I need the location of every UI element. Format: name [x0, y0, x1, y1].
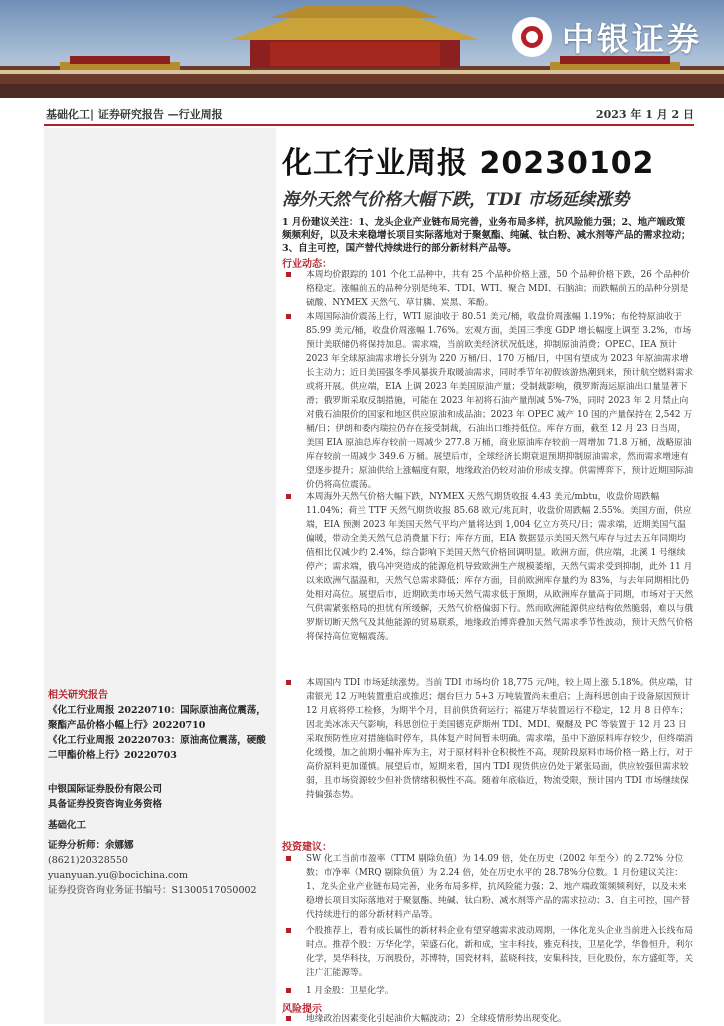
analyst-name: 证券分析师：余娜娜 [48, 840, 134, 851]
bullet-square-icon [286, 1016, 291, 1021]
list-item: 本周均价跟踪的 101 个化工品种中，共有 25 个品种价格上涨，50 个品种价格下跌，26 个品种价格稳定。涨幅前五的品种分别是纯苯、TDI、WTI、聚合 MDI、石脑油；而跌幅前五的品种分别是硫酸、NYMEX 天然气、草甘膦、炭黑、苯酚。 [282, 268, 694, 310]
section-dynamics: 行业动态： [282, 259, 332, 270]
list-item: 个股推荐上，看有成长属性的新材料企业有望穿越需求波动周期，一体化龙头企业当前进入长线布局时点。推荐个股：万华化学，荣盛石化，新和成，宝丰科技，雅克科技，卫星化学，华鲁恒升，利尔化学，昊华科技，万润股份，苏博特，国瓷材料，蓝晓科技，安集科技，巨化股份，东方盛虹等，关注广汇能源等。 [282, 924, 694, 980]
related-heading: 相关研究报告 [48, 690, 108, 701]
list-item: SW 化工当前市盈率（TTM 剔除负值）为 14.09 倍，处在历史（2002 年至今）的 2.72% 分位数；市净率（MRQ 剔除负值）为 2.24 倍，处在历史水平的 28.78%分位数。1 月份建议关注：1、龙头企业产业链布局完善，业务布局多样，抗风险能力强；2、地产端政策频频利好，以及未来稳增长项目实际落地对于聚氨酯、纯碱、钛白粉、减水剂等产品的需求拉动；3、自主可控，国产替代持续进行的部分新材料产品等。 [282, 852, 694, 922]
brand-name: 中银证券 [561, 20, 702, 58]
industry-label: 基础化工 [48, 820, 87, 831]
bullet-square-icon [286, 272, 291, 277]
report-date: 2023 年 1 月 2 日 [595, 108, 694, 121]
list-item: 1 月金股：卫星化学。 [282, 984, 694, 998]
bullet-square-icon [286, 314, 291, 319]
company-name: 中银国际证券股份有限公司 [48, 784, 163, 795]
related-report-item[interactable]: 《化工行业周报 20220703：原油高位震荡，硬酸二甲酯价格上行》20220703 [48, 735, 266, 761]
key-points: 1 月份建议关注：1、龙头企业产业链布局完善，业务布局多样，抗风险能力强；2、地产端政策频频利好，以及未来稳增长项目实际落地对于聚氨酯、纯碱、钛白粉、减水剂等产品的需求拉动；3、自主可控，国产替代持续进行的部分新材料产品等。 [282, 217, 691, 254]
section-risk: 风险提示 [282, 1004, 322, 1015]
report-category: 基础化工| 证券研究报告 —行业周报 [46, 108, 223, 121]
analyst-phone: (8621)20328550 [48, 855, 128, 866]
report-header-bar [44, 104, 694, 126]
list-item: 地缘政治因素变化引起油价大幅波动；2）全球疫情形势出现变化。 [282, 1012, 694, 1026]
section-invest: 投资建议： [282, 842, 332, 853]
related-report-item[interactable]: 《化工行业周报 20220710：国际原油高位震荡，聚酯产品价格小幅上行》20220710 [48, 705, 266, 731]
analyst-license: 证券投资咨询业务证书编号：S1300517050002 [48, 885, 257, 896]
brand-logo [512, 14, 702, 60]
page-title: 化工行业周报 20230102 [282, 146, 655, 181]
bullet-square-icon [286, 680, 291, 685]
list-item: 本周海外天然气价格大幅下跌，NYMEX 天然气期货收报 4.43 美元/mbtu，收盘价周跌幅 11.04%；荷兰 TTF 天然气期货收报 85.68 欧元/兆瓦时，收盘价周跌幅 2.55%。美国方面，供应端，EIA 预测 2023 年美国天然气平均产量将达到 1,004 亿立方英尺/日；需求端，近期美国气温偏暖，带动全美天然气总消费量下行；库存方面，EIA 数据显示美国天然气库存与过去五年同期均值相比仅减少约 2.4%，综合影响下美国天然气价格回调明显。欧洲方面，供应端，北溪 1 号继续停产；需求端，俄乌冲突造成的能源危机导致欧洲生产规模萎缩，天然气需求受到抑制，此外 11 月以来欧洲气温温和，天然气总需求降低；库存方面，目前欧洲库存量约为 83%，与去年同期相比仍处相对高位。展望后市，近期欧美市场天然气需求低于预期，从欧洲库存量高于同期，市场对于天然气供需紧张格局的担忧有所缓解，天然气价格偏弱下行。然而欧洲能源供应结构依然脆弱，难以与俄罗斯切断天然气及其他能源的贸易联系，地缘政治博弈叠加天然气需求季节性波动，预计天然气价格将保持高位宽幅震荡。 [282, 490, 694, 644]
bullet-square-icon [286, 494, 291, 499]
header-banner [0, 0, 724, 98]
list-item: 本周国内 TDI 市场延续涨势。当前 TDI 市场均价 18,775 元/吨，较上周上涨 5.18%。供应端，甘肃银光 12 万吨装置重启或推迟；烟台巨力 5+3 万吨装置尚未重启；上海科思创由于设备原因预计 12 月底将停工检修，为期半个月，目前供货荷运行；福建万华装置运行不稳定，12 月 8 日停车；因北美冰冻天气影响，科思创位于美国德克萨斯州 TDI、MDI、聚醚及 PC 等装置于 12 月 23 日采取预防性应对措施临时停车，具体复产时间暂未明确。需求端，虽中下游原料库存较少，但终端消化缓慢，加之前期小幅补库为主，对于原材料补仓积极性不高，现阶段原料市场价格一路上行，对于高价原料更加谨慎。展望后市，短期来看，国内 TDI 现货供应仍处于紧张局面，供应较强但需求较弱，且市场资源较少但补货情绪积极性不高。随着年底临近，物流受限，预计国内 TDI 市场继续保持偏强态势。 [282, 676, 694, 802]
analyst-email[interactable]: yuanyuan.yu@bocichina.com [48, 870, 189, 881]
bank-of-china-icon [512, 17, 552, 57]
company-qualification: 具备证券投资咨询业务资格 [48, 799, 163, 810]
bullet-square-icon [286, 988, 291, 993]
page-subtitle: 海外天然气价格大幅下跌，TDI 市场延续涨势 [282, 190, 630, 210]
bullet-square-icon [286, 928, 291, 933]
company-info [48, 782, 274, 812]
related-reports [48, 688, 274, 763]
analyst-info [48, 838, 274, 898]
bullet-square-icon [286, 856, 291, 861]
list-item: 本周国际油价震荡上行，WTI 原油收于 80.51 美元/桶，收盘价周涨幅 1.19%；布伦特原油收于 85.99 美元/桶，收盘价周涨幅 1.76%。宏观方面，美国三季度 GDP 增长幅度上调至 3.2%，市场预计美联储仍将保持加息。需求端，当前欧美经济状况低迷，抑制原油消费；OPEC、IEA 预计 2023 年全球原油需求增长分别为 220 万桶/日、170 万桶/日，中国有望成为 2023 年原油需求增长主动力；近日美国强冬季风暴拔升取暖油需求，同时季节年初假该游热潮到来，预计航空燃料需求或将开展。供应端，EIA 上调 2023 年美国原油产量；受制裁影响，俄罗斯海运原油出口量显著下滑；俄罗斯采取反制措施，可能在 2023 年初将石油产量削减 5%-7%，同时 2023 年 2 月禁止向对俄石油限价的国家和地区供应原油和成品油；2023 年 OPEC 减产 10 国的产量保持在 2,542 万桶/日；伊朗和委内瑞拉仍存在接受制裁，石油出口维持低位。库存方面，截至 12 月 23 日当周，美国 EIA 原油总库存较前一周减少 277.8 万桶，商业原油库存较前一周增加 71.8 万桶，战略原油库存较前一周减少 349.6 万桶。展望后市，全球经济长期衰退预期抑制原油需求，然而需求增速有望逐步提升；原油供给上涨幅度有限，地缘政治仍较对油价形成支撑。供需博弈下，预计近期国际油价仍将高位震荡。 [282, 310, 694, 492]
